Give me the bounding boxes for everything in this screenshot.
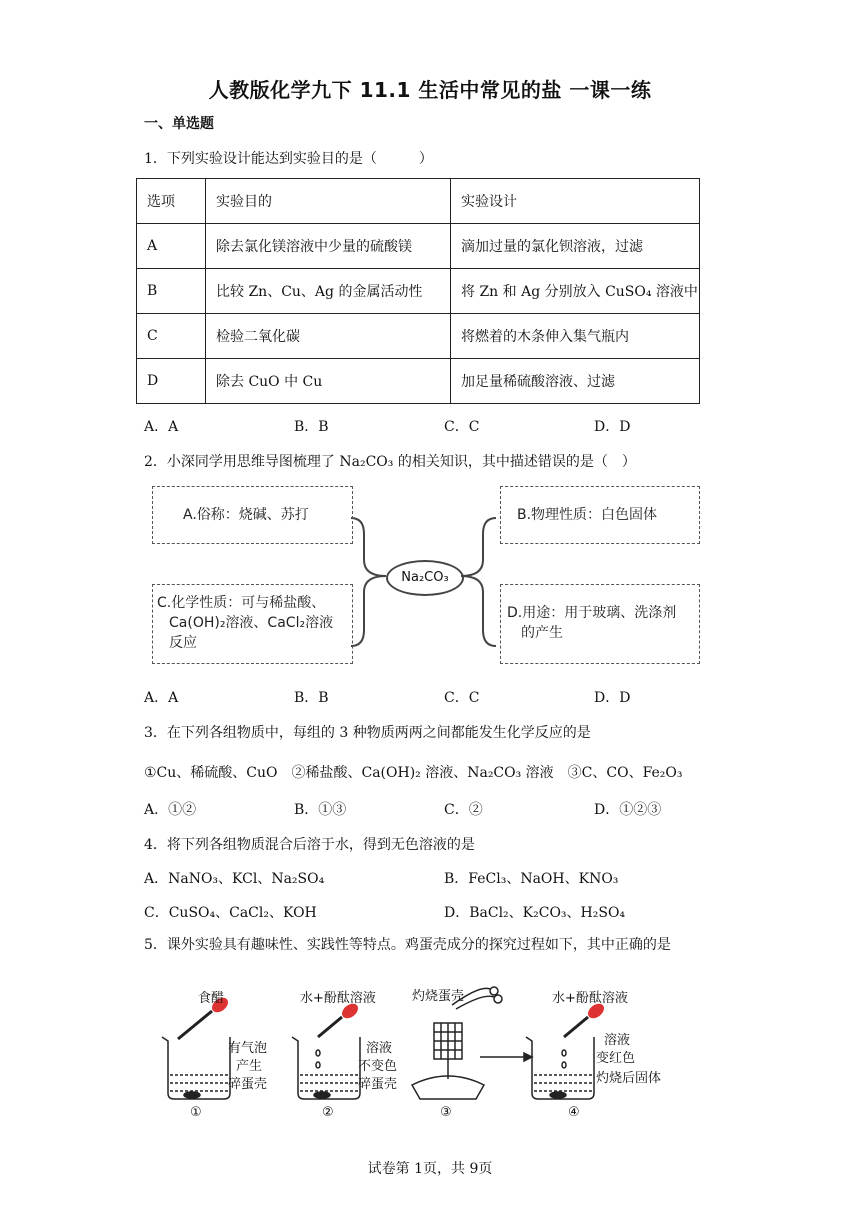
beaker-4 — [526, 1037, 594, 1099]
q2-option-b: B．B — [294, 690, 329, 706]
label-num-4: ④ — [568, 1105, 580, 1120]
label-water-phenol-4: 水+酚酞溶液 — [552, 991, 628, 1006]
question-3-stem: 3．在下列各组物质中，每组的 3 种物质两两之间都能发生化学反应的是 — [144, 725, 591, 741]
q3-option-c: C．② — [444, 802, 483, 818]
label-4c: 灼烧后固体 — [596, 1071, 662, 1086]
table-cell: 除去 CuO 中 Cu — [206, 359, 451, 404]
label-1c: 碎蛋壳 — [228, 1077, 268, 1092]
table-cell: A — [137, 224, 206, 269]
label-4b: 变红色 — [596, 1051, 636, 1066]
table-cell: 检验二氧化碳 — [206, 314, 451, 359]
label-2c: 碎蛋壳 — [358, 1077, 398, 1092]
table-cell: B — [137, 269, 206, 314]
question-1-table — [136, 178, 700, 404]
q3-option-b: B．①③ — [294, 802, 347, 818]
label-2b: 不变色 — [358, 1059, 398, 1074]
question-3-groups: ①Cu、稀硫酸、CuO ②稀盐酸、Ca(OH)₂ 溶液、Na₂CO₃ 溶液 ③C、CO、Fe₂O₃ — [144, 765, 683, 781]
table-cell: 加足量稀硫酸溶液、过滤 — [451, 359, 700, 404]
mind-map-center-node: Na₂CO₃ — [386, 560, 464, 596]
q4-option-c: C．CuSO₄、CaCl₂、KOH — [144, 905, 317, 921]
section-heading: 一、单选题 — [144, 116, 214, 132]
box-b-text: B.物理性质：白色固体 — [517, 507, 658, 523]
label-num-2: ② — [322, 1105, 334, 1120]
label-4a: 溶液 — [604, 1033, 631, 1048]
mind-map-box-d — [500, 584, 700, 664]
beaker-2 — [292, 1037, 360, 1099]
q4-option-b: B．FeCl₃、NaOH、KNO₃ — [444, 871, 619, 887]
table-cell: 将 Zn 和 Ag 分别放入 CuSO₄ 溶液中 — [451, 269, 700, 314]
table-row — [137, 269, 700, 314]
box-d-line-2: 的产生 — [521, 625, 563, 641]
table-cell: 比较 Zn、Cu、Ag 的金属活动性 — [206, 269, 451, 314]
question-1-stem: 1．下列实验设计能达到实验目的是（ ） — [144, 151, 433, 167]
label-1b: 产生 — [236, 1059, 263, 1074]
q2-option-c: C．C — [444, 690, 480, 706]
table-cell: 滴加过量的氯化钡溶液，过滤 — [451, 224, 700, 269]
q3-option-a: A．①② — [144, 802, 197, 818]
q4-option-a: A．NaNO₃、KCl、Na₂SO₄ — [144, 871, 325, 887]
label-2a: 溶液 — [366, 1041, 393, 1056]
experiment-figure — [150, 975, 720, 1125]
arrow — [480, 1053, 532, 1061]
mind-map-box-a — [152, 486, 353, 544]
table-row — [137, 359, 700, 404]
question-4-stem: 4．将下列各组物质混合后溶于水，得到无色溶液的是 — [144, 837, 475, 853]
q1-option-b: B．B — [294, 419, 329, 435]
table-header-cell: 实验设计 — [451, 179, 700, 224]
box-d-line-1: D.用途：用于玻璃、洗涤剂 — [507, 605, 677, 621]
table-cell: 除去氯化镁溶液中少量的硫酸镁 — [206, 224, 451, 269]
q2-option-a: A．A — [144, 690, 179, 706]
beaker-1 — [162, 1037, 230, 1099]
page-footer: 试卷第 1页，共 9页 — [367, 1161, 493, 1177]
label-1a: 有气泡 — [228, 1041, 268, 1056]
label-water-phenol-2: 水+酚酞溶液 — [300, 991, 376, 1006]
q4-option-d: D．BaCl₂、K₂CO₃、H₂SO₄ — [444, 905, 626, 921]
page-title: 人教版化学九下 11.1 生活中常见的盐 一课一练 — [208, 78, 652, 102]
dropper-4 — [564, 1001, 607, 1037]
question-5-stem: 5．课外实验具有趣味性、实践性等特点。鸡蛋壳成分的探究过程如下，其中正确的是 — [144, 937, 671, 953]
mind-map — [146, 482, 706, 670]
table-cell: C — [137, 314, 206, 359]
table-cell: 将燃着的木条伸入集气瓶内 — [451, 314, 700, 359]
mind-map-box-b — [500, 486, 700, 544]
box-c-line-2: Ca(OH)₂溶液、CaCl₂溶液 — [169, 615, 334, 631]
question-2-stem: 2．小深同学用思维导图梳理了 Na₂CO₃ 的相关知识，其中描述错误的是（ ） — [144, 454, 636, 470]
box-a-text: A.俗称：烧碱、苏打 — [183, 507, 309, 523]
table-row — [137, 314, 700, 359]
table-cell: D — [137, 359, 206, 404]
table-header-row — [137, 179, 700, 224]
box-c-line-1: C.化学性质：可与稀盐酸、 — [157, 595, 326, 611]
table-header-cell: 实验目的 — [206, 179, 451, 224]
table-header-cell: 选项 — [137, 179, 206, 224]
q1-option-c: C．C — [444, 419, 480, 435]
label-num-3: ③ — [440, 1105, 452, 1120]
q1-option-a: A．A — [144, 419, 179, 435]
q2-option-d: D．D — [594, 690, 631, 706]
box-c-line-3: 反应 — [169, 635, 197, 651]
table-row — [137, 224, 700, 269]
q1-option-d: D．D — [594, 419, 631, 435]
dropper-2 — [318, 1001, 361, 1037]
mind-map-box-c — [152, 584, 353, 664]
label-vinegar: 食醋 — [198, 991, 225, 1006]
q3-option-d: D．①②③ — [594, 802, 662, 818]
label-num-1: ① — [190, 1105, 202, 1120]
label-burn-shell: 灼烧蛋壳 — [412, 989, 465, 1004]
